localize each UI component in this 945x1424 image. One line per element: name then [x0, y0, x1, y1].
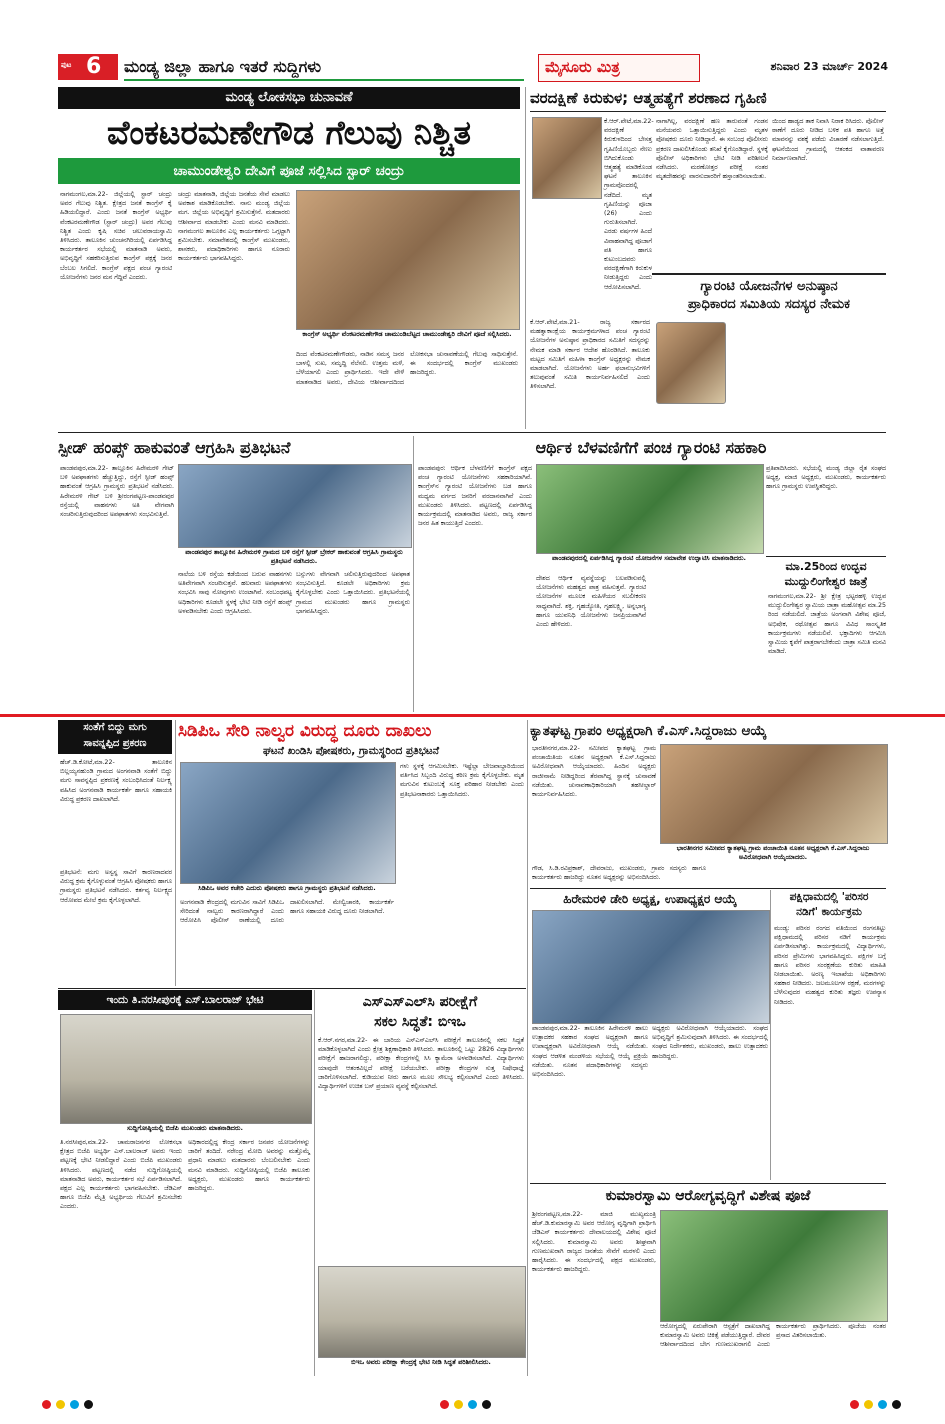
- economic-caption: ಪಾಂಡವಪುರದಲ್ಲಿ ಏರ್ಪಡಿಸಿದ್ದ ಗ್ಯಾರಂಟಿ ಯೋಜನೆಗಳ ಸಮಾವೇಶ ಉದ್ಘಾಟಿಸಿ ಮಾತನಾಡಿದರು.: [552, 554, 746, 562]
- narasipura-body-2: ಅಧಿಕಾರದಲ್ಲಿದ್ದ ಕೇಂದ್ರ ಸರ್ಕಾರ ಜನಪರ ಯೋಜನೆಗಳನ್ನು ಜಾರಿಗೆ ತಂದಿದೆ. ನರೇಂದ್ರ ಮೋದಿ ಅವರನ್ನು ಮತ್ತೊಮ್ಮೆ ಪ್ರಧಾನಿ ಮಾಡಲು ಮತದಾರರು ಬೆಂಬಲಿಸಬೇಕು ಎಂದು ಮನವಿ ಮಾಡಿದರು. ಸುದ್ದಿಗೋಷ್ಠಿಯಲ್ಲಿ ಬಿಜೆಪಿ ತಾಲೂಕು ಅಧ್ಯಕ್ಷರು, ಮುಖಂಡರು ಹಾಗೂ ಕಾರ್ಯಕರ್ತರು ಹಾಜರಿದ್ದರು.: [188, 1139, 310, 1193]
- parisara-headline-1: ಪಕ್ಷಿಧಾಮದಲ್ಲಿ 'ಪರಿಸರ: [789, 891, 869, 903]
- registration-mark: [84, 1400, 93, 1409]
- kyathaghatta-body-1: ಭಾರತೀನಗರ,ಮಾ.22- ಸಮೀಪದ ಕ್ಯಾತಘಟ್ಟ ಗ್ರಾಮ ಪಂಚಾಯಿತಿಯ ನೂತನ ಅಧ್ಯಕ್ಷರಾಗಿ ಕೆ.ಎಸ್.ಸಿದ್ದರಾಜು ಅವಿರೋಧವಾಗಿ ಆಯ್ಕೆಯಾದರು. ಹಿಂದಿನ ಅಧ್ಯಕ್ಷರು ರಾಜೀನಾಮೆ ನೀಡಿದ್ದರಿಂದ ತೆರವಾಗಿದ್ದ ಸ್ಥಾನಕ್ಕೆ ಚುನಾವಣೆ ನಡೆಯಿತು. ಚುನಾವಣಾಧಿಕಾರಿಯಾಗಿ ತಹಸೀಲ್ದಾರ್ ಕಾರ್ಯನಿರ್ವಹಿಸಿದರು.: [532, 745, 656, 799]
- sslc-body: ಕೆ.ಆರ್.ನಗರ,ಮಾ.22- ಈ ಬಾರಿಯ ಎಸ್‌ಎಸ್‌ಎಲ್‌ಸಿ ಪರೀಕ್ಷೆಗೆ ತಾಲೂಕಿನಲ್ಲಿ ಸಕಲ ಸಿದ್ಧತೆ ಮಾಡಿಕೊಳ್ಳಲಾಗಿದೆ ಎಂದು ಕ್ಷೇತ್ರ ಶಿಕ್ಷಣಾಧಿಕಾರಿ ತಿಳಿಸಿದರು. ತಾಲೂಕಿನಲ್ಲಿ ಒಟ್ಟು 2826 ವಿದ್ಯಾರ್ಥಿಗಳು ಪರೀಕ್ಷೆಗೆ ಹಾಜರಾಗಲಿದ್ದು, ಪರೀಕ್ಷಾ ಕೇಂದ್ರಗಳಲ್ಲಿ ಸಿಸಿ ಕ್ಯಾಮೆರಾ ಅಳವಡಿಸಲಾಗಿದೆ. ವಿದ್ಯಾರ್ಥಿಗಳು ಯಾವುದೇ ಆತಂಕವಿಲ್ಲದೆ ಪರೀಕ್ಷೆ ಬರೆಯಬೇಕು. ಪರೀಕ್ಷಾ ಕೇಂದ್ರಗಳ ಸುತ್ತ ನಿಷೇಧಾಜ್ಞೆ ಜಾರಿಗೊಳಿಸಲಾಗಿದೆ. ಕುಡಿಯುವ ನೀರು ಹಾಗೂ ಮೂಲ ಸೌಲಭ್ಯ ಕಲ್ಪಿಸಲಾಗಿದೆ ಎಂದು ತಿಳಿಸಿದರು. ವಿದ್ಯಾರ್ಥಿಗಳಿಗೆ ಉಚಿತ ಬಸ್ ಪ್ರಯಾಣ ವ್ಯವಸ್ಥೆ ಕಲ್ಪಿಸಲಾಗಿದೆ.: [318, 1037, 524, 1091]
- registration-mark: [468, 1400, 477, 1409]
- santhe-headline-1: ಸಂತೆಗೆ ಬಿದ್ದು ಮಗು: [83, 722, 147, 733]
- page-number: 6: [86, 54, 102, 79]
- column-rule: [525, 87, 526, 429]
- divider: [530, 888, 886, 889]
- section-red-band: [0, 714, 945, 717]
- speed-humps-caption: ಪಾಂಡವಪುರ ತಾಲ್ಲೂಕಿನ ಹಿರೇಮರಳಿ ಗ್ರಾಮದ ಬಳಿ ರಸ್ತೆಗೆ ಸ್ಪೀಡ್ ಬ್ರೇಕರ್ ಹಾಕುವಂತೆ ಆಗ್ರಹಿಸಿ ಗ್ರಾಮಸ್ಥರು ಪ್ರತಿಭಟನೆ ನಡೆಸಿದರು.: [185, 548, 403, 565]
- issue-date: ಶನಿವಾರ 23 ಮಾರ್ಚ್ 2024: [770, 60, 888, 73]
- lead-body-col2: ಚಂದ್ರು ಮಾತನಾಡಿ, ಜಿಲ್ಲೆಯ ಜನತೆಯ ಸೇವೆ ಮಾಡಲು ಅವಕಾಶ ಮಾಡಿಕೊಡಬೇಕು. ನಾನು ಮಂಡ್ಯ ಜಿಲ್ಲೆಯ ಮಗ. ಜಿಲ್ಲೆಯ ಅಭಿವೃದ್ಧಿಗೆ ಶ್ರಮಿಸುತ್ತೇನೆ. ಮತದಾರರು ಆಶೀರ್ವಾದ ಮಾಡಬೇಕು ಎಂದು ಮನವಿ ಮಾಡಿದರು. ನಾಗಮಂಗಲ ತಾಲೂಕಿನ ಎಲ್ಲ ಕಾರ್ಯಕರ್ತರು ಒಗ್ಗಟ್ಟಾಗಿ ಶ್ರಮಿಸಬೇಕು. ಸಮಾವೇಶದಲ್ಲಿ ಕಾಂಗ್ರೆಸ್ ಮುಖಂಡರು, ಶಾಸಕರು, ಪದಾಧಿಕಾರಿಗಳು ಹಾಗೂ ನೂರಾರು ಕಾರ್ಯಕರ್ತರು ಭಾಗವಹಿಸಿದ್ದರು.: [178, 191, 290, 263]
- speed-humps-body-col2: ನಾಲೆಯ ಬಳಿ ರಸ್ತೆಯ ಕಡೆಯಿಂದ ಬರುವ ವಾಹನಗಳು ಅತಿವೇಗವಾಗಿ ಸಂಚರಿಸುತ್ತವೆ. ಹಲವಾರು ಅಪಘಾತಗಳು ಸಂಭವಿಸಿ ಸಾವು ನೋವುಗಳು ಉಂಟಾಗಿವೆ. ಸಂಬಂಧಪಟ್ಟ ಅಧಿಕಾರಿಗಳು ಕೂಡಲೇ ಸ್ಥಳಕ್ಕೆ ಭೇಟಿ ನೀಡಿ ರಸ್ತೆಗೆ ಹಂಪ್ಸ್ ಅಳವಡಿಸಬೇಕು ಎಂದು ಆಗ್ರಹಿಸಿದರು.: [178, 571, 292, 615]
- section-title: ಮಂಡ್ಯ ಜಿಲ್ಲಾ ಹಾಗೂ ಇತರೆ ಸುದ್ದಿಗಳು: [124, 57, 322, 76]
- cdpo-body-1: ಅಂಗನವಾಡಿ ಕೇಂದ್ರದಲ್ಲಿ ಮಗುವಿನ ಸಾವಿಗೆ ಸಿಡಿಪಿಒ ಸೇರಿದಂತೆ ನಾಲ್ವರು ಕಾರಣರಾಗಿದ್ದಾರೆ ಎಂದು ಆರೋಪಿಸಿ ಪೊಲೀಸ್ ಠಾಣೆಯಲ್ಲಿ ದೂರು ದಾಖಲಿಸಲಾಗಿದೆ. ಮೇಲ್ವಿಚಾರಕಿ, ಕಾರ್ಯಕರ್ತೆ ಹಾಗೂ ಸಹಾಯಕಿ ವಿರುದ್ಧ ದೂರು ನೀಡಲಾಗಿದೆ.: [180, 899, 394, 925]
- narasipura-photo: [60, 1014, 312, 1124]
- guarantee-body-right: [728, 322, 884, 428]
- dairy-body-2: ಅಧ್ಯಕ್ಷರು ಅವಿರೋಧವಾಗಿ ಆಯ್ಕೆಯಾದರು. ಸಂಘದ ಅಭಿವೃದ್ಧಿಗೆ ಶ್ರಮಿಸುವುದಾಗಿ ತಿಳಿಸಿದರು. ಈ ಸಂದರ್ಭದಲ್ಲಿ ಸಂಘದ ನಿರ್ದೇಶಕರು, ಮುಖಂಡರು, ಹಾಲು ಉತ್ಪಾದಕರು ಹಾಜರಿದ್ದರು.: [652, 1025, 768, 1060]
- divider: [530, 111, 886, 112]
- lead-photo-caption: ಕಾಂಗ್ರೆಸ್ ಅಭ್ಯರ್ಥಿ ವೆಂಕಟರಮಣೇಗೌಡ ಚಾಮುಂಡಿಬೆಟ್ಟದ ಚಾಮುಂಡೇಶ್ವರಿ ದೇವಿಗೆ ಪೂಜೆ ಸಲ್ಲಿಸಿದರು.: [302, 330, 512, 338]
- lead-kicker: ಮಂಡ್ಯ ಲೋಕಸಭಾ ಚುನಾವಣೆ: [225, 90, 353, 105]
- divider: [58, 432, 886, 433]
- section-title-underline: [124, 79, 524, 81]
- cdpo-subhead: ಘಟನೆ ಖಂಡಿಸಿ ಪೋಷಕರು, ಗ್ರಾಮಸ್ಥರಿಂದ ಪ್ರತಿಭಟನೆ: [262, 745, 440, 757]
- dairy-photo: [532, 910, 770, 1024]
- lead-body-col1: ನಾಗಮಂಗಲ,ಮಾ.22- ಜಿಲ್ಲೆಯಲ್ಲಿ ಸ್ಟಾರ್ ಚಂದ್ರು ಅವರ ಗೆಲುವು ನಿಶ್ಚಿತ. ಕ್ಷೇತ್ರದ ಜನತೆ ಕಾಂಗ್ರೆಸ್ ಕೈ ಹಿಡಿಯಲಿದ್ದಾರೆ. ಎಂದು ಜನತೆ ಕಾಂಗ್ರೆಸ್ ಅಭ್ಯರ್ಥಿ ವೆಂಕಟರಮಣೇಗೌಡ (ಸ್ಟಾರ್ ಚಂದ್ರು) ಅವರ ಗೆಲುವು ನಿಶ್ಚಿತ ಎಂದು ಕೃಷಿ ಸಚಿವ ಚಲುವರಾಯಸ್ವಾಮಿ ತಿಳಿಸಿದರು. ತಾಲೂಕಿನ ಚುಂಚನಗಿರಿಯಲ್ಲಿ ಏರ್ಪಡಿಸಿದ್ದ ಕಾರ್ಯಕರ್ತರ ಸಭೆಯಲ್ಲಿ ಮಾತನಾಡಿ ಅವರು, ಅಭಿವೃದ್ಧಿಗೆ ಸಹಕರಿಸುತ್ತಿರುವ ಕಾಂಗ್ರೆಸ್ ಪಕ್ಷಕ್ಕೆ ಜನರ ಬೆಂಬಲ ಸಿಗಲಿದೆ. ಕಾಂಗ್ರೆಸ್ ಪಕ್ಷದ ಪಂಚ ಗ್ಯಾರಂಟಿ ಯೋಜನೆಗಳು ಜನರ ಮನ ಗೆದ್ದಿವೆ ಎಂದರು.: [60, 191, 172, 281]
- economic-body-col2b: [652, 574, 762, 712]
- cdpo-headline: ಸಿಡಿಪಿಒ ಸೇರಿ ನಾಲ್ವರ ವಿರುದ್ಧ ದೂರು ದಾಖಲು: [178, 721, 432, 741]
- registration-mark: [42, 1400, 51, 1409]
- column-rule: [314, 990, 315, 1376]
- lead-subhead: ಚಾಮುಂಡೇಶ್ವರಿ ದೇವಿಗೆ ಪೂಜೆ ಸಲ್ಲಿಸಿದ ಸ್ಟಾರ್ ಚಂದ್ರು: [173, 163, 405, 179]
- column-rule: [527, 720, 528, 1376]
- registration-mark: [878, 1400, 887, 1409]
- page-badge: [58, 54, 118, 80]
- dairy-headline: ಹಿರೇಮರಳಿ ಡೇರಿ ಅಧ್ಯಕ್ಷ, ಉಪಾಧ್ಯಕ್ಷರ ಆಯ್ಕೆ: [563, 892, 737, 906]
- jatre-headline-1: ಮಾ.25ರಿಂದ ಉದ್ಭವ: [785, 560, 867, 573]
- registration-mark: [454, 1400, 463, 1409]
- lead-subhead-band: [58, 158, 520, 184]
- varadakshine-photo: [532, 117, 602, 199]
- registration-mark: [482, 1400, 491, 1409]
- jatre-body: ನಾಗಮಂಗಲ,ಮಾ.22- ಶ್ರೀ ಕ್ಷೇತ್ರ ಭಟ್ಟರಹಳ್ಳಿ ಉದ್ಭವ ಮುದ್ದುಲಿಂಗೇಶ್ವರ ಸ್ವಾಮಿಯ ಜಾತ್ರಾ ಮಹೋತ್ಸವ ಮಾ.25 ರಿಂದ ನಡೆಯಲಿದೆ. ಜಾತ್ರೆಯ ಅಂಗವಾಗಿ ವಿಶೇಷ ಪೂಜೆ, ಅಭಿಷೇಕ, ರಥೋತ್ಸವ ಹಾಗೂ ವಿವಿಧ ಸಾಂಸ್ಕೃತಿಕ ಕಾರ್ಯಕ್ರಮಗಳು ನಡೆಯಲಿವೆ. ಭಕ್ತಾದಿಗಳು ಆಗಮಿಸಿ ಸ್ವಾಮಿಯ ಕೃಪೆಗೆ ಪಾತ್ರರಾಗಬೇಕೆಂದು ಜಾತ್ರಾ ಸಮಿತಿ ಮನವಿ ಮಾಡಿದೆ.: [768, 593, 886, 656]
- economic-headline: ಆರ್ಥಿಕ ಬೆಳವಣಿಗೆಗೆ ಪಂಚ ಗ್ಯಾರಂಟಿ ಸಹಕಾರಿ: [535, 438, 767, 457]
- santhe-headline-2: ಸಾವನ್ನಪ್ಪಿದ ಪ್ರಕರಣ: [83, 738, 147, 749]
- guarantee-headline-1: ಗ್ಯಾರಂಟಿ ಯೋಜನೆಗಳ ಅನುಷ್ಠಾನ: [700, 279, 838, 294]
- sslc-caption: ಬಿಇಒ ಅವರು ಪರೀಕ್ಷಾ ಕೇಂದ್ರಕ್ಕೆ ಭೇಟಿ ನೀಡಿ ಸಿದ್ಧತೆ ಪರಿಶೀಲಿಸಿದರು.: [351, 1358, 491, 1366]
- kumaraswamy-photo: [660, 1210, 888, 1322]
- jatre-headline-2: ಮುದ್ದುಲಿಂಗೇಶ್ವರ ಜಾತ್ರೆ: [784, 575, 868, 588]
- speed-humps-photo: [178, 464, 412, 548]
- narasipura-caption: ಸುದ್ದಿಗೋಷ್ಠಿಯಲ್ಲಿ ಬಿಜೆಪಿ ಮುಖಂಡರು ಮಾತನಾಡಿದರು.: [127, 1124, 243, 1132]
- kumaraswamy-body-2: ಆರೋಗ್ಯದಲ್ಲಿ ಏರುಪೇರಾಗಿ ಆಸ್ಪತ್ರೆಗೆ ದಾಖಲಾಗಿದ್ದ ಕುಮಾರಸ್ವಾಮಿ ಅವರು ಚಿಕಿತ್ಸೆ ಪಡೆಯುತ್ತಿದ್ದಾರೆ. ದೇವರ ಆಶೀರ್ವಾದದಿಂದ ಬೇಗ ಗುಣಮುಖರಾಗಲಿ ಎಂದು ಕಾರ್ಯಕರ್ತರು ಪ್ರಾರ್ಥಿಸಿದರು. ಪೂಜೆಯ ನಂತರ ಪ್ರಸಾದ ವಿತರಿಸಲಾಯಿತು.: [660, 1323, 886, 1349]
- column-rule: [175, 720, 176, 986]
- parisara-headline-2: ನಡಿಗೆ' ಕಾರ್ಯಕ್ರಮ: [796, 906, 862, 918]
- santhe-body-1: ಹೆಚ್.ಡಿ.ಕೋಟೆ,ಮಾ.22- ತಾಲೂಕಿನ ಬಿಲ್ಲಯ್ಯನಹುಂಡಿ ಗ್ರಾಮದ ಅಂಗನವಾಡಿ ಸಂತೆಗೆ ಬಿದ್ದು ಮಗು ಸಾವನ್ನಪ್ಪಿದ ಪ್ರಕರಣಕ್ಕೆ ಸಂಬಂಧಿಸಿದಂತೆ ನಿರ್ಲಕ್ಷ್ಯ ವಹಿಸಿದ ಅಂಗನವಾಡಿ ಕಾರ್ಯಕರ್ತೆ ಹಾಗೂ ಸಹಾಯಕಿ ವಿರುದ್ಧ ಪ್ರಕರಣ ದಾಖಲಾಗಿದೆ.: [60, 759, 172, 803]
- registration-mark: [440, 1400, 449, 1409]
- narasipura-headline: ಇಂದು ತಿ.ನರಸೀಪುರಕ್ಕೆ ಎಸ್.ಬಾಲರಾಜ್ ಭೇಟಿ: [106, 994, 264, 1006]
- page-header: [58, 54, 888, 80]
- masthead-logo: [538, 54, 700, 82]
- column-rule: [413, 436, 414, 712]
- lead-photo: [296, 190, 520, 330]
- kumaraswamy-headline: ಕುಮಾರಸ್ವಾಮಿ ಆರೋಗ್ಯವೃದ್ಧಿಗೆ ವಿಶೇಷ ಪೂಜೆ: [605, 1188, 811, 1204]
- speed-humps-headline: ಸ್ಪೀಡ್ ಹಂಪ್ಸ್ ಹಾಕುವಂತೆ ಆಗ್ರಹಿಸಿ ಪ್ರತಿಭಟನೆ: [58, 438, 291, 457]
- masthead-text: ಮೈಸೂರು ಮಿತ್ರ: [545, 58, 620, 76]
- cdpo-body-2: ಗಳು ಸ್ಥಳಕ್ಕೆ ಆಗಮಿಸಬೇಕು. ಇಷ್ಟೆಲ್ಲಾ ಬೇಜವಾಬ್ದಾರಿಯಿಂದ ವರ್ತಿಸಿದ ಸಿಬ್ಬಂದಿ ವಿರುದ್ಧ ಕಠಿಣ ಕ್ರಮ ಕೈಗೊಳ್ಳಬೇಕು. ಮೃತ ಮಗುವಿನ ಕುಟುಂಬಕ್ಕೆ ಸೂಕ್ತ ಪರಿಹಾರ ನೀಡಬೇಕು ಎಂದು ಪ್ರತಿಭಟನಾಕಾರರು ಒತ್ತಾಯಿಸಿದರು.: [400, 763, 524, 798]
- lead-body-col3: ದಿಂದ ವೆಂಕಟರಮಣೇಗೌಡರು, ನಾಡಿನ ಸಮಸ್ತ ಜನರ ಬಾಳಲ್ಲಿ ಸುಖ, ಸಮೃದ್ಧಿ ನೆಲೆಸಲಿ. ಉತ್ತಮ ಮಳೆ, ಬೆಳೆಯಾಗಲಿ ಎಂದು ಪ್ರಾರ್ಥಿಸಿದರು. ಇದೇ ವೇಳೆ ಮಾತನಾಡಿದ ಅವರು, ದೇವಿಯ ಆಶೀರ್ವಾದದಿಂದ ಲೋಕಸಭಾ ಚುನಾವಣೆಯಲ್ಲಿ ಗೆಲುವು ಸಾಧಿಸುತ್ತೇನೆ. ಈ ಸಂದರ್ಭದಲ್ಲಿ ಕಾಂಗ್ರೆಸ್ ಮುಖಂಡರು ಹಾಜರಿದ್ದರು.: [296, 351, 518, 386]
- cdpo-photo: [180, 762, 396, 884]
- varadakshine-headline: ವರದಕ್ಷಿಣೆ ಕಿರುಕುಳ; ಆತ್ಮಹತ್ಯೆಗೆ ಶರಣಾದ ಗೃಹಿಣಿ: [530, 89, 767, 107]
- divider: [530, 1183, 886, 1184]
- page-label: ಪುಟ: [61, 61, 72, 69]
- divider: [766, 556, 886, 557]
- kyathaghatta-photo: [660, 744, 888, 844]
- kyathaghatta-caption: ಭಾರತೀನಗರ ಸಮೀಪದ ಕ್ಯಾತಘಟ್ಟ ಗ್ರಾಮ ಪಂಚಾಯಿತಿ ನೂತನ ಅಧ್ಯಕ್ಷರಾಗಿ ಕೆ.ಎಸ್.ಸಿದ್ದರಾಜು ಅವಿರೋಧವಾಗಿ ಆಯ್ಕೆಯಾದರು.: [676, 844, 870, 861]
- lead-kicker-band: [58, 87, 520, 109]
- parisara-body: ಮಂಡ್ಯ: ಪರಿಸರ ರಂಗದ ವತಿಯಿಂದ ರಂಗನತಿಟ್ಟು ಪಕ್ಷಿಧಾಮದಲ್ಲಿ ಪರಿಸರ ನಡಿಗೆ ಕಾರ್ಯಕ್ರಮ ಏರ್ಪಡಿಸಲಾಗಿತ್ತು. ಕಾರ್ಯಕ್ರಮದಲ್ಲಿ ವಿದ್ಯಾರ್ಥಿಗಳು, ಪರಿಸರ ಪ್ರೇಮಿಗಳು ಭಾಗವಹಿಸಿದ್ದರು. ಪಕ್ಷಿಗಳ ಬಗ್ಗೆ ಹಾಗೂ ಪರಿಸರ ಸಂರಕ್ಷಣೆಯ ಕುರಿತು ಮಾಹಿತಿ ನೀಡಲಾಯಿತು. ಅರಣ್ಯ ಇಲಾಖೆಯ ಅಧಿಕಾರಿಗಳು ಸಹಕಾರ ನೀಡಿದರು. ಜಲಮೂಲಗಳ ರಕ್ಷಣೆ, ಮರಗಳನ್ನು ಬೆಳೆಸುವುದರ ಮಹತ್ವದ ಕುರಿತು ತಜ್ಞರು ಉಪನ್ಯಾಸ ನೀಡಿದರು.: [774, 925, 886, 1006]
- speed-humps-body-col3: ಬಸ್ಸುಗಳು ವೇಗವಾಗಿ ಚಲಿಸುತ್ತಿರುವುದರಿಂದ ಅಪಘಾತ ಸಂಭವಿಸುತ್ತಿದೆ. ಕೂಡಲೇ ಅಧಿಕಾರಿಗಳು ಕ್ರಮ ಕೈಗೊಳ್ಳಬೇಕು ಎಂದು ಒತ್ತಾಯಿಸಿದರು. ಪ್ರತಿಭಟನೆಯಲ್ಲಿ ಗ್ರಾಮದ ಮುಖಂಡರು ಹಾಗೂ ಗ್ರಾಮಸ್ಥರು ಭಾಗವಹಿಸಿದ್ದರು.: [296, 571, 410, 615]
- varadakshine-body-col3: ಯಿಂದ ಹಾಡ್ಯದ ತಾಕ ನಿವಾಸಿ ನಿರಾಕ ರಿಸಿದರು. ಪೊಲೀಸ್ ಠಾಣೆಗೆ ದೂರು ನೀಡಿದ ಬಳಿಕ ಪತಿ ಹಾಗೂ ಅತ್ತೆ ಮಾವನನ್ನು ವಶಕ್ಕೆ ಪಡೆದು ವಿಚಾರಣೆ ನಡೆಸಲಾಗುತ್ತಿದೆ. ಘಟನೆಯಿಂದ ಗ್ರಾಮದಲ್ಲಿ ಆತಂಕದ ವಾತಾವರಣ ನಿರ್ಮಾಣವಾಗಿದೆ.: [772, 118, 884, 162]
- santhe-body-2: ಪ್ರತಿಭಟನೆ: ಮಗು ಅಸ್ವಸ್ಥ ಸಾವಿಗೆ ಕಾರಣರಾದವರ ವಿರುದ್ಧ ಕ್ರಮ ಕೈಗೊಳ್ಳುವಂತೆ ಆಗ್ರಹಿಸಿ ಪೋಷಕರು ಹಾಗೂ ಗ್ರಾಮಸ್ಥರು ಪ್ರತಿಭಟನೆ ನಡೆಸಿದರು. ಕರ್ತವ್ಯ ನಿರ್ಲಕ್ಷ್ಯದ ಆರೋಪದ ಮೇಲೆ ಕ್ರಮ ಕೈಗೊಳ್ಳಲಾಗಿದೆ.: [60, 869, 172, 904]
- guarantee-body: ಕೆ.ಆರ್.ಪೇಟೆ,ಮಾ.21- ರಾಜ್ಯ ಸರ್ಕಾರದ ಮಹತ್ವಾಕಾಂಕ್ಷೆಯ ಕಾರ್ಯಕ್ರಮಗಳಾದ ಪಂಚ ಗ್ಯಾರಂಟಿ ಯೋಜನೆಗಳ ಅನುಷ್ಠಾನ ಪ್ರಾಧಿಕಾರದ ಸಮಿತಿಗೆ ಸದಸ್ಯರನ್ನು ನೇಮಕ ಮಾಡಿ ಸರ್ಕಾರ ಆದೇಶ ಹೊರಡಿಸಿದೆ. ತಾಲೂಕು ಮಟ್ಟದ ಸಮಿತಿಗೆ ಮಹಿಳಾ ಕಾಂಗ್ರೆಸ್ ಅಧ್ಯಕ್ಷರನ್ನು ನೇಮಕ ಮಾಡಲಾಗಿದೆ. ಯೋಜನೆಗಳು ಅರ್ಹ ಫಲಾನುಭವಿಗಳಿಗೆ ತಲುಪುವಂತೆ ಸಮಿತಿ ಕಾರ್ಯನಿರ್ವಹಿಸಲಿದೆ ಎಂದು ತಿಳಿಸಲಾಗಿದೆ.: [530, 319, 650, 391]
- economic-body-col1: ಪಾಂಡವಪುರ: ಆರ್ಥಿಕ ಬೆಳವಣಿಗೆಗೆ ಕಾಂಗ್ರೆಸ್ ಪಕ್ಷದ ಪಂಚ ಗ್ಯಾರಂಟಿ ಯೋಜನೆಗಳು ಸಹಕಾರಿಯಾಗಿವೆ. ಕಾಂಗ್ರೆಸ್‌ನ ಗ್ಯಾರಂಟಿ ಯೋಜನೆಗಳು ಬಡ ಹಾಗೂ ಮಧ್ಯಮ ವರ್ಗದ ಜನರಿಗೆ ವರದಾನವಾಗಿವೆ ಎಂದು ಮುಖಂಡರು ತಿಳಿಸಿದರು. ಪಟ್ಟಣದಲ್ಲಿ ಏರ್ಪಡಿಸಿದ್ದ ಕಾರ್ಯಕ್ರಮದಲ್ಲಿ ಮಾತನಾಡಿದ ಅವರು, ರಾಜ್ಯ ಸರ್ಕಾರ ಜನರ ಹಿತ ಕಾಯುತ್ತಿದೆ ಎಂದರು.: [418, 465, 532, 528]
- sslc-headline-1: ಎಸ್‌ಎಸ್‌ಎಲ್‌ಸಿ ಪರೀಕ್ಷೆಗೆ: [362, 994, 478, 1010]
- economic-photo: [536, 464, 764, 554]
- economic-body-col2: ದೇಶದ ಆರ್ಥಿಕ ವ್ಯವಸ್ಥೆಯನ್ನು ಬಲಪಡಿಸುವಲ್ಲಿ ಯೋಜನೆಗಳು ಮಹತ್ವದ ಪಾತ್ರ ವಹಿಸುತ್ತವೆ. ಗ್ಯಾರಂಟಿ ಯೋಜನೆಗಳ ಮೂಲಕ ಮಹಿಳೆಯರ ಸಬಲೀಕರಣ ಸಾಧ್ಯವಾಗಿದೆ. ಶಕ್ತಿ, ಗೃಹಜ್ಯೋತಿ, ಗೃಹಲಕ್ಷ್ಮಿ, ಅನ್ನಭಾಗ್ಯ ಹಾಗೂ ಯುವನಿಧಿ ಯೋಜನೆಗಳು ಜನಪ್ರಿಯವಾಗಿವೆ ಎಂದು ಹೇಳಿದರು.: [536, 575, 646, 629]
- registration-mark: [892, 1400, 901, 1409]
- divider: [652, 273, 886, 275]
- registration-mark: [70, 1400, 79, 1409]
- speed-humps-body-col1: ಪಾಂಡವಪುರ,ಮಾ.22- ತಾಲ್ಲೂಕಿನ ಹಿರೇಮರಳಿ ಗೇಟ್ ಬಳಿ ಅಪಘಾತಗಳು ಹೆಚ್ಚುತ್ತಿದ್ದು, ರಸ್ತೆಗೆ ಸ್ಪೀಡ್ ಹಂಪ್ಸ್ ಹಾಕುವಂತೆ ಆಗ್ರಹಿಸಿ ಗ್ರಾಮಸ್ಥರು ಪ್ರತಿಭಟನೆ ನಡೆಸಿದರು. ಹಿರೇಮರಳಿ ಗೇಟ್ ಬಳಿ ಶ್ರೀರಂಗಪಟ್ಟಣ-ಪಾಂಡವಪುರ ರಸ್ತೆಯಲ್ಲಿ ವಾಹನಗಳು ಅತಿ ವೇಗವಾಗಿ ಸಂಚರಿಸುತ್ತಿರುವುದರಿಂದ ಅಪಘಾತಗಳು ಸಂಭವಿಸುತ್ತಿವೆ.: [60, 465, 174, 519]
- santhe-headline-box: [58, 720, 172, 754]
- registration-mark: [850, 1400, 859, 1409]
- varadakshine-body-col1b: [532, 200, 600, 269]
- divider: [58, 988, 526, 989]
- sslc-headline-2: ಸಕಲ ಸಿದ್ಧತೆ: ಬಿಇಒ: [374, 1014, 466, 1030]
- kyathaghatta-body-2: ಗೌಡ, ಸಿ.ಡಿ.ರವಿಪ್ರಕಾಶ್, ದೇವರಾಜು, ಮುಖಂಡರು, ಗ್ರಾಪಂ ಸದಸ್ಯರು ಹಾಗೂ ಕಾರ್ಯಕರ್ತರು ಹಾಜರಿದ್ದು ನೂತನ ಅಧ್ಯಕ್ಷರನ್ನು ಅಭಿನಂದಿಸಿದರು.: [532, 865, 706, 882]
- lead-headline: ವೆಂಕಟರಮಣೇಗೌಡ ಗೆಲುವು ನಿಶ್ಚಿತ: [106, 113, 472, 152]
- guarantee-member-photo: [656, 322, 726, 404]
- sslc-photo: [318, 1266, 526, 1358]
- kyathaghatta-headline: ಕ್ಯಾತಘಟ್ಟ ಗ್ರಾಪಂ ಅಧ್ಯಕ್ಷರಾಗಿ ಕೆ.ಎಸ್.ಸಿದ್ದರಾಜು ಆಯ್ಕೆ: [530, 723, 767, 739]
- narasipura-headline-band: [58, 990, 312, 1010]
- column-rule: [770, 890, 771, 1180]
- registration-mark: [56, 1400, 65, 1409]
- kumaraswamy-body-1: ಶ್ರೀರಂಗಪಟ್ಟಣ,ಮಾ.22- ಮಾಜಿ ಮುಖ್ಯಮಂತ್ರಿ ಹೆಚ್.ಡಿ.ಕುಮಾರಸ್ವಾಮಿ ಅವರ ಆರೋಗ್ಯ ವೃದ್ಧಿಗಾಗಿ ಪ್ರಾರ್ಥಿಸಿ ಜೆಡಿಎಸ್ ಕಾರ್ಯಕರ್ತರು ದೇವಾಲಯದಲ್ಲಿ ವಿಶೇಷ ಪೂಜೆ ಸಲ್ಲಿಸಿದರು. ಕುಮಾರಸ್ವಾಮಿ ಅವರು ಶೀಘ್ರವಾಗಿ ಗುಣಮುಖರಾಗಿ ರಾಜ್ಯದ ಜನತೆಯ ಸೇವೆಗೆ ಮರಳಲಿ ಎಂದು ಹಾರೈಸಿದರು. ಈ ಸಂದರ್ಭದಲ್ಲಿ ಪಕ್ಷದ ಮುಖಂಡರು, ಕಾರ್ಯಕರ್ತರು ಹಾಜರಿದ್ದರು.: [532, 1211, 656, 1274]
- guarantee-headline-2: ಪ್ರಾಧಿಕಾರದ ಸಮಿತಿಯ ಸದಸ್ಯರ ನೇಮಕ: [688, 297, 850, 312]
- varadakshine-body-col2: ನಾಗಾಗಿಲ್ಲ, ವರದಕ್ಷಿಣೆ ಹಣ ತಾರುವಂತೆ ಗಂಡನ ಮನೆಯವರು ಒತ್ತಾಯಿಸುತ್ತಿದ್ದರು ಎಂದು ಮೃತಳ ಪೋಷಕರು ದೂರು ನೀಡಿದ್ದಾರೆ. ಈ ಸಂಬಂಧ ಪೊಲೀಸರು ಪ್ರಕರಣ ದಾಖಲಿಸಿಕೊಂಡು ತನಿಖೆ ಕೈಗೊಂಡಿದ್ದಾರೆ. ಸ್ಥಳಕ್ಕೆ ಪೊಲೀಸ್ ಅಧಿಕಾರಿಗಳು ಭೇಟಿ ನೀಡಿ ಪರಿಶೀಲನೆ ನಡೆಸಿದರು. ಮರಣೋತ್ತರ ಪರೀಕ್ಷೆ ನಂತರ ಮೃತದೇಹವನ್ನು ವಾರಸುದಾರರಿಗೆ ಹಸ್ತಾಂತರಿಸಲಾಯಿತು.: [656, 118, 768, 181]
- varadakshine-body-col1: ಕೆ.ಆರ್.ಪೇಟೆ,ಮಾ.22- ವರದಕ್ಷಿಣೆ ಕಿರುಕುಳದಿಂದ ಬೇಸತ್ತ ಗೃಹಿಣಿಯೊಬ್ಬರು ನೇಣು ಬಿಗಿದುಕೊಂಡು ಆತ್ಮಹತ್ಯೆ ಮಾಡಿಕೊಂಡ ಘಟನೆ ತಾಲೂಕಿನ ಗ್ರಾಮವೊಂದರಲ್ಲಿ ನಡೆದಿದೆ. ಮೃತ ಗೃಹಿಣಿಯನ್ನು ಪೂಜಾ (26) ಎಂದು ಗುರುತಿಸಲಾಗಿದೆ. ಎರಡು ವರ್ಷಗಳ ಹಿಂದೆ ವಿವಾಹವಾಗಿದ್ದ ಪೂಜಾಗೆ ಪತಿ ಹಾಗೂ ಕುಟುಂಬದವರು ವರದಕ್ಷಿಣೆಗಾಗಿ ಕಿರುಕುಳ ನೀಡುತ್ತಿದ್ದರು ಎಂದು ಆರೋಪಿಸಲಾಗಿದೆ.: [604, 118, 654, 291]
- narasipura-body-1: ತಿ.ನರಸೀಪುರ,ಮಾ.22- ಚಾಮರಾಜನಗರ ಲೋಕಸಭಾ ಕ್ಷೇತ್ರದ ಬಿಜೆಪಿ ಅಭ್ಯರ್ಥಿ ಎಸ್.ಬಾಲರಾಜ್ ಅವರು ಇಂದು ಪಟ್ಟಣಕ್ಕೆ ಭೇಟಿ ನೀಡಲಿದ್ದಾರೆ ಎಂದು ಬಿಜೆಪಿ ಮುಖಂಡರು ತಿಳಿಸಿದರು. ಪಟ್ಟಣದಲ್ಲಿ ನಡೆದ ಸುದ್ದಿಗೋಷ್ಠಿಯಲ್ಲಿ ಮಾತನಾಡಿದ ಅವರು, ಕಾರ್ಯಕರ್ತರ ಸಭೆ ಏರ್ಪಡಿಸಲಾಗಿದೆ. ಪಕ್ಷದ ಎಲ್ಲ ಕಾರ್ಯಕರ್ತರು ಭಾಗವಹಿಸಬೇಕು. ಜೆಡಿಎಸ್ ಹಾಗೂ ಬಿಜೆಪಿ ಮೈತ್ರಿ ಅಭ್ಯರ್ಥಿಯ ಗೆಲುವಿಗೆ ಶ್ರಮಿಸಬೇಕು ಎಂದರು.: [60, 1139, 182, 1211]
- economic-body-col3: ಪ್ರತಿಪಾದಿಸಿದರು. ಸಭೆಯಲ್ಲಿ ಮಂಡ್ಯ ಜಿಲ್ಲಾ ರೈತ ಸಂಘದ ಅಧ್ಯಕ್ಷ, ಮಾಜಿ ಅಧ್ಯಕ್ಷರು, ಮುಖಂಡರು, ಕಾರ್ಯಕರ್ತರು ಹಾಗೂ ಗ್ರಾಮಸ್ಥರು ಉಪಸ್ಥಿತರಿದ್ದರು.: [766, 465, 886, 491]
- registration-mark: [864, 1400, 873, 1409]
- dairy-body-1: ಪಾಂಡವಪುರ,ಮಾ.22- ತಾಲೂಕಿನ ಹಿರೇಮರಳಿ ಹಾಲು ಉತ್ಪಾದಕರ ಸಹಕಾರ ಸಂಘದ ಅಧ್ಯಕ್ಷರಾಗಿ ಹಾಗೂ ಉಪಾಧ್ಯಕ್ಷರಾಗಿ ಅವಿರೋಧವಾಗಿ ಆಯ್ಕೆ ನಡೆಯಿತು. ಸಂಘದ ಆಡಳಿತ ಮಂಡಳಿಯ ಸಭೆಯಲ್ಲಿ ಆಯ್ಕೆ ಪ್ರಕ್ರಿಯೆ ನಡೆಯಿತು. ನೂತನ ಪದಾಧಿಕಾರಿಗಳನ್ನು ಸದಸ್ಯರು ಅಭಿನಂದಿಸಿದರು.: [532, 1025, 648, 1079]
- cdpo-caption: ಸಿಡಿಪಿಒ ಅವರ ಕಚೇರಿ ಎದುರು ಪೋಷಕರು ಹಾಗೂ ಗ್ರಾಮಸ್ಥರು ಪ್ರತಿಭಟನೆ ನಡೆಸಿದರು.: [198, 884, 376, 892]
